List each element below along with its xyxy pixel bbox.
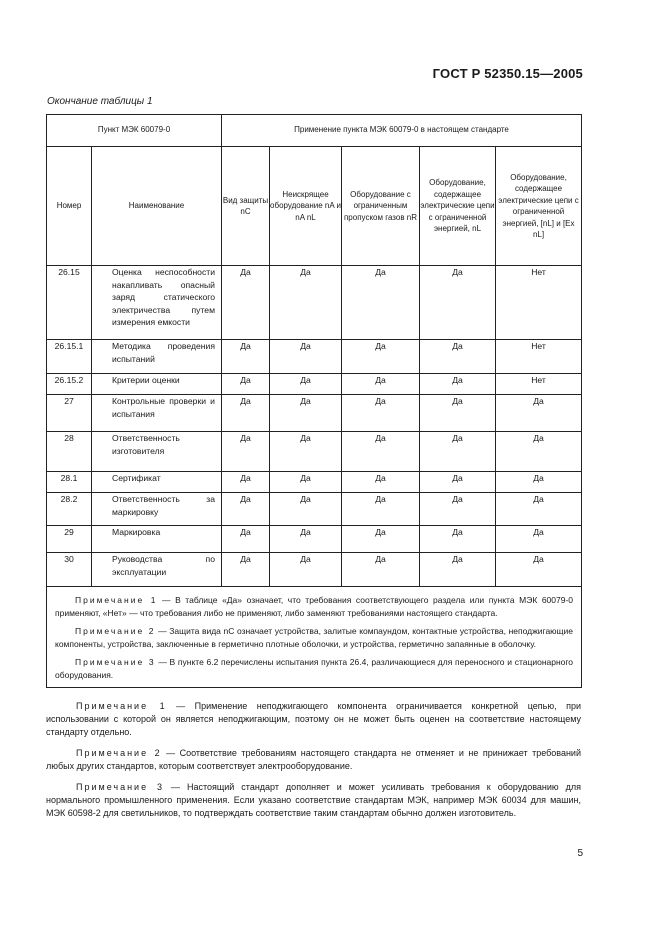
cell-nL-ex: Нет bbox=[496, 340, 582, 374]
table-caption: Окончание таблицы 1 bbox=[47, 96, 153, 107]
row-name: Критерии оценки bbox=[92, 374, 222, 395]
cell-nA: Да bbox=[270, 395, 342, 432]
document-designation: ГОСТ Р 52350.15—2005 bbox=[432, 66, 583, 81]
note-2: Примечание 2 — Соответствие требованиям настоящего стандарта не отменяет и не принижает требований любых других стандартов, которым соответствует электрооборудование. bbox=[46, 748, 581, 771]
cell-nA: Да bbox=[270, 472, 342, 493]
cell-nL-ex: Да bbox=[496, 395, 582, 432]
row-number: 27 bbox=[47, 395, 92, 432]
column-header-nA: Неискрящее оборудование nA и nA nL bbox=[270, 147, 342, 266]
column-header-nL: Оборудование, содержащее электрические цепи с ограниченной энергией, nL bbox=[420, 147, 496, 266]
cell-nL-ex: Да bbox=[496, 553, 582, 587]
column-header-nR: Оборудование с ограниченным пропуском газов nR bbox=[342, 147, 420, 266]
cell-nL-ex: Да bbox=[496, 472, 582, 493]
cell-nR: Да bbox=[342, 395, 420, 432]
cell-nL: Да bbox=[420, 432, 496, 472]
row-name: Сертификат bbox=[92, 472, 222, 493]
column-header-name: Наименование bbox=[92, 147, 222, 266]
cell-nR: Да bbox=[342, 374, 420, 395]
row-number: 26.15 bbox=[47, 266, 92, 340]
page-notes bbox=[46, 700, 581, 828]
cell-nC: Да bbox=[222, 472, 270, 493]
cell-nC: Да bbox=[222, 395, 270, 432]
row-number: 28 bbox=[47, 432, 92, 472]
cell-nR: Да bbox=[342, 472, 420, 493]
requirements-table bbox=[46, 114, 582, 688]
row-name: Методика проведения испытаний bbox=[92, 340, 222, 374]
row-name: Ответственность за маркировку bbox=[92, 493, 222, 526]
row-name: Контрольные проверки и испытания bbox=[92, 395, 222, 432]
cell-nL-ex: Да bbox=[496, 432, 582, 472]
cell-nR: Да bbox=[342, 340, 420, 374]
cell-nC: Да bbox=[222, 266, 270, 340]
cell-nC: Да bbox=[222, 526, 270, 553]
page-number: 5 bbox=[577, 848, 583, 859]
column-header-nC: Вид защиты nC bbox=[222, 147, 270, 266]
column-header-number: Номер bbox=[47, 147, 92, 266]
cell-nC: Да bbox=[222, 493, 270, 526]
cell-nC: Да bbox=[222, 432, 270, 472]
group-header-iec-clause: Пункт МЭК 60079-0 bbox=[47, 115, 222, 147]
row-number: 29 bbox=[47, 526, 92, 553]
row-number: 28.1 bbox=[47, 472, 92, 493]
group-header-application: Применение пункта МЭК 60079-0 в настоящем стандарте bbox=[222, 115, 582, 147]
table-note-3: Примечание 3 — В пункте 6.2 перечислены испытания пункта 26.4, различающиеся для переносного и стационарного оборудования. bbox=[55, 657, 574, 680]
cell-nR: Да bbox=[342, 493, 420, 526]
cell-nL: Да bbox=[420, 493, 496, 526]
cell-nC: Да bbox=[222, 374, 270, 395]
cell-nA: Да bbox=[270, 493, 342, 526]
cell-nL: Да bbox=[420, 395, 496, 432]
note-1: Примечание 1 — Применение неподжигающего компонента ограничивается конкретной цепью, при использовании с которой он является неподжигающим, поэтому он не может быть оценен на соответствие настоящему стандарту отдельно. bbox=[46, 701, 581, 737]
cell-nA: Да bbox=[270, 266, 342, 340]
cell-nL-ex: Нет bbox=[496, 374, 582, 395]
cell-nL: Да bbox=[420, 526, 496, 553]
row-number: 30 bbox=[47, 553, 92, 587]
cell-nL-ex: Нет bbox=[496, 266, 582, 340]
table-note-1: Примечание 1 — В таблице «Да» означает, что требования соответствующего раздела или пункта МЭК 60079-0 применяют, «Нет» — что требования либо не применяют, либо заменяют требованиями настоящего стандарта. bbox=[55, 595, 574, 618]
cell-nC: Да bbox=[222, 553, 270, 587]
cell-nL: Да bbox=[420, 553, 496, 587]
note-3: Примечание 3 — Настоящий стандарт дополняет и может усиливать требования к оборудованию для нормального промышленного применения. Если указано соответствие стандартам МЭК, например МЭК 60034 для машин, МЭК 60598-2 для светильников, то подтверждать соответствие таким стандартам обычно должен изготовитель. bbox=[46, 782, 581, 818]
cell-nL: Да bbox=[420, 340, 496, 374]
row-name: Маркировка bbox=[92, 526, 222, 553]
cell-nR: Да bbox=[342, 432, 420, 472]
cell-nL-ex: Да bbox=[496, 526, 582, 553]
cell-nL: Да bbox=[420, 472, 496, 493]
row-number: 26.15.1 bbox=[47, 340, 92, 374]
cell-nA: Да bbox=[270, 374, 342, 395]
table-note-2: Примечание 2 — Защита вида nC означает устройства, залитые компаундом, контактные устройства, неподжигающие компоненты, устройства, заключенные в герметично плотные оболочки, и устройства, герметично запаянные в оболочку. bbox=[55, 626, 574, 649]
cell-nA: Да bbox=[270, 526, 342, 553]
cell-nA: Да bbox=[270, 432, 342, 472]
cell-nR: Да bbox=[342, 553, 420, 587]
column-header-nL-ex: Оборудование, содержащее электрические цепи с ограниченной энергией, [nL] и [Ex nL] bbox=[496, 147, 582, 266]
cell-nL: Да bbox=[420, 374, 496, 395]
cell-nC: Да bbox=[222, 340, 270, 374]
cell-nL: Да bbox=[420, 266, 496, 340]
row-number: 26.15.2 bbox=[47, 374, 92, 395]
table-notes bbox=[47, 587, 582, 688]
cell-nA: Да bbox=[270, 553, 342, 587]
cell-nR: Да bbox=[342, 266, 420, 340]
cell-nA: Да bbox=[270, 340, 342, 374]
row-name: Ответственность изготовителя bbox=[92, 432, 222, 472]
cell-nR: Да bbox=[342, 526, 420, 553]
cell-nL-ex: Да bbox=[496, 493, 582, 526]
row-name: Оценка неспособности накапливать опасный заряд статического электричества путем измерения емкости bbox=[92, 266, 222, 340]
row-number: 28.2 bbox=[47, 493, 92, 526]
row-name: Руководства по эксплуатации bbox=[92, 553, 222, 587]
